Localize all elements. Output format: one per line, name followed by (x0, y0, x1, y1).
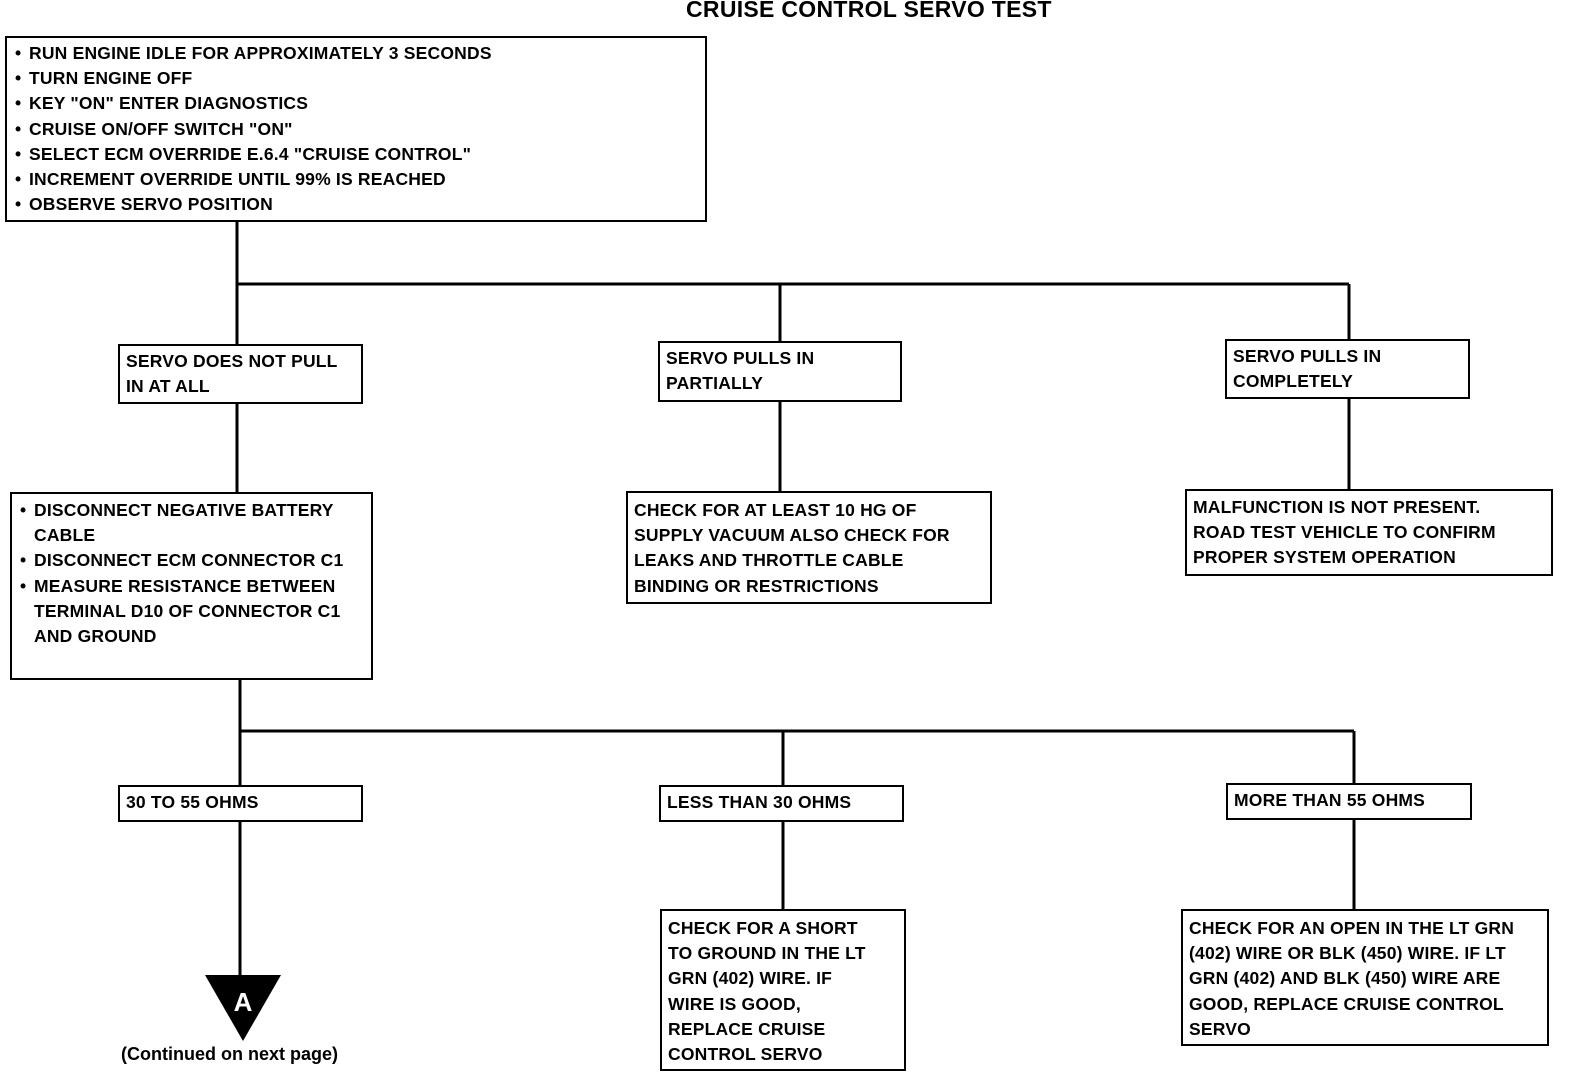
continued-label: (Continued on next page) (121, 1044, 338, 1064)
step-item: • INCREMENT OVERRIDE UNTIL 99% IS REACHED (13, 167, 699, 192)
result-no-pull-text: SERVO DOES NOT PULL IN AT ALL (126, 351, 338, 397)
result-normal-ohms-text: 30 TO 55 OHMS (126, 792, 259, 812)
complete-action-box (1185, 489, 1553, 576)
step-item: • RUN ENGINE IDLE FOR APPROXIMATELY 3 SECONDS (13, 41, 699, 66)
result-high-ohms-box (1226, 783, 1472, 820)
result-high-ohms-text: MORE THAN 55 OHMS (1234, 790, 1426, 810)
step-item: • CRUISE ON/OFF SWITCH "ON" (13, 117, 699, 142)
step-item: • KEY "ON" ENTER DIAGNOSTICS (13, 91, 699, 116)
result-complete-box (1225, 339, 1470, 399)
high-ohms-action-box (1181, 909, 1549, 1046)
step-item: • SELECT ECM OVERRIDE E.6.4 "CRUISE CONTROL" (13, 142, 699, 167)
partial-action-text: CHECK FOR AT LEAST 10 HG OF SUPPLY VACUUM ALSO CHECK FOR LEAKS AND THROTTLE CABLE BINDING OR RESTRICTIONS (634, 500, 950, 596)
step-item: • MEASURE RESISTANCE BETWEEN TERMINAL D10 OF CONNECTOR C1 AND GROUND (18, 574, 365, 650)
step-item: • DISCONNECT NEGATIVE BATTERY CABLE (18, 498, 365, 548)
complete-action-text: MALFUNCTION IS NOT PRESENT. ROAD TEST VEHICLE TO CONFIRM PROPER SYSTEM OPERATION (1193, 497, 1496, 568)
offpage-connector-triangle-icon (205, 975, 281, 1041)
partial-action-box (626, 491, 992, 604)
page-title: CRUISE CONTROL SERVO TEST (686, 0, 1052, 22)
result-partial-text: SERVO PULLS IN PARTIALLY (666, 348, 815, 394)
high-ohms-action-text: CHECK FOR AN OPEN IN THE LT GRN (402) WIRE OR BLK (450) WIRE. IF LT GRN (402) AND BLK (450) WIRE ARE GOOD, REPLACE CRUISE CONTROL SERVO (1189, 918, 1515, 1039)
low-ohms-action-text: CHECK FOR A SHORT TO GROUND IN THE LT GRN (402) WIRE. IF WIRE IS GOOD, REPLACE CRUISE CONTROL SERVO (668, 918, 866, 1065)
step-item: • TURN ENGINE OFF (13, 66, 699, 91)
result-partial-box (658, 341, 902, 402)
connector-letter: A (233, 987, 253, 1017)
result-no-pull-box (118, 344, 363, 404)
low-ohms-action-box (660, 909, 906, 1071)
step-item: • DISCONNECT ECM CONNECTOR C1 (18, 548, 365, 573)
result-low-ohms-text: LESS THAN 30 OHMS (667, 792, 852, 812)
step-item: • OBSERVE SERVO POSITION (13, 192, 699, 217)
result-complete-text: SERVO PULLS IN COMPLETELY (1233, 346, 1382, 392)
result-normal-ohms-box (118, 785, 363, 822)
result-low-ohms-box (659, 785, 904, 822)
initial-steps-box (5, 36, 707, 222)
measure-steps-box (10, 492, 373, 680)
